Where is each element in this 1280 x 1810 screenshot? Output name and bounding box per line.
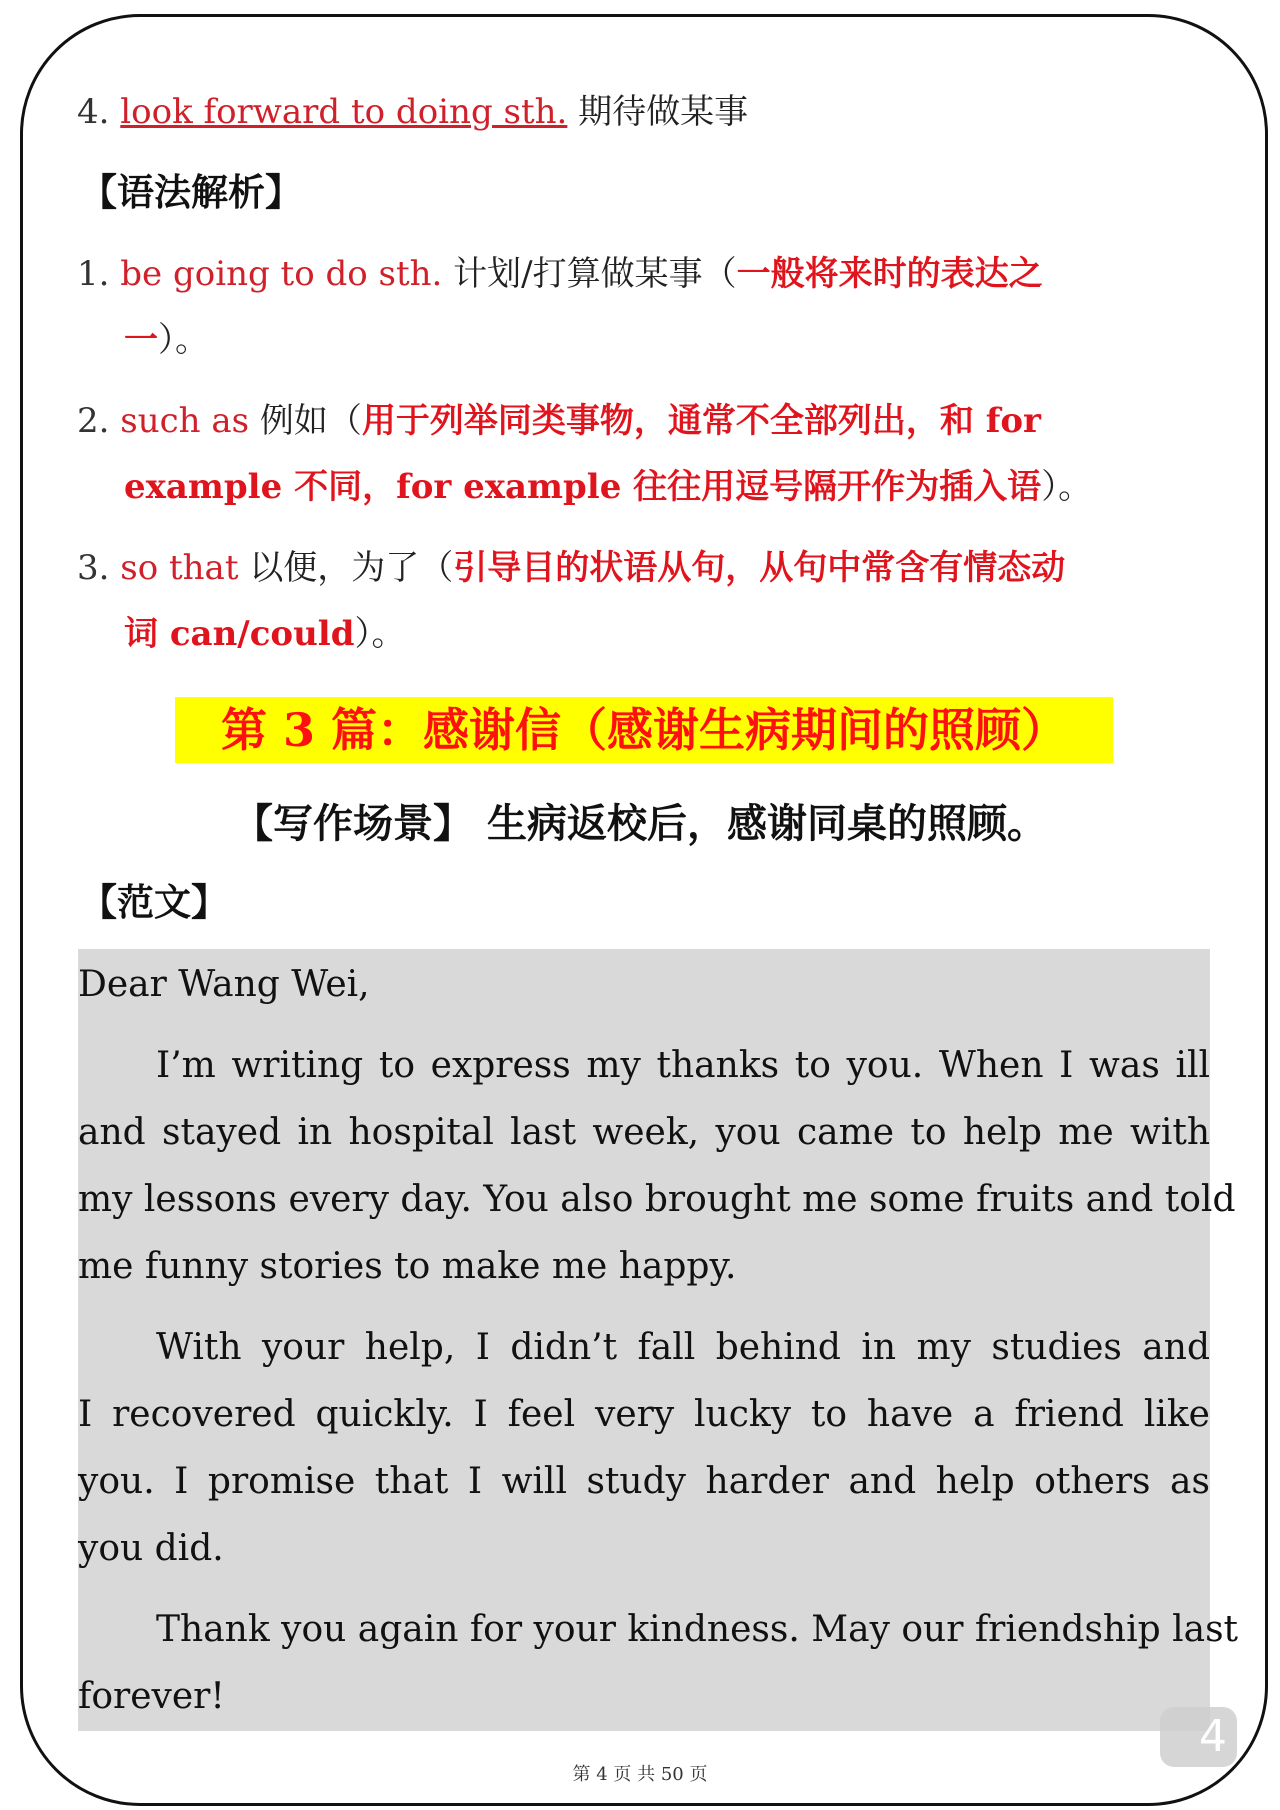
- essay-line: Thank you again for your kindness. May our friendship last: [156, 1609, 1239, 1650]
- article-title: 第 3 篇：感谢信（感谢生病期间的照顾）: [220, 703, 1068, 757]
- grammar-item-3-line-1: [77, 546, 1210, 590]
- phrase: be going to do sth.: [120, 254, 443, 294]
- page-footer: 第 4 页 共 50 页: [572, 1764, 708, 1785]
- grammar-item-3-line-2: [124, 612, 1210, 656]
- model-heading: 【范文】: [80, 880, 228, 924]
- note: 一般将来时的表达之: [736, 254, 1043, 294]
- item-number: 1.: [77, 254, 110, 294]
- phrase: such as: [120, 401, 250, 441]
- note: 词 can/could: [124, 614, 355, 654]
- item-number: 4.: [77, 92, 110, 132]
- note: 用于列举同类事物，通常不全部列出，和 for: [361, 401, 1041, 441]
- essay-line: I recovered quickly. I feel very lucky to have a friend like: [78, 1394, 1210, 1435]
- essay-line: you did.: [78, 1528, 224, 1569]
- note: 一: [124, 320, 158, 360]
- note: example 不同，for example 往往用逗号隔开作为插入语: [124, 467, 1042, 507]
- item-number: 3.: [77, 548, 110, 588]
- meaning: 以便，为了（: [249, 548, 454, 588]
- item-number: 2.: [77, 401, 110, 441]
- grammar-item-1-line-2: [124, 318, 1210, 362]
- note-close: ）。: [1041, 467, 1093, 507]
- note-close: ）。: [354, 614, 406, 654]
- grammar-item-1-line-1: [77, 252, 1210, 296]
- grammar-heading: 【语法解析】: [80, 170, 302, 214]
- essay-line: you. I promise that I will study harder and help others as: [78, 1461, 1210, 1502]
- writing-scene: 【写作场景】 生病返校后，感谢同桌的照顾。: [233, 800, 1047, 847]
- essay-line: I’m writing to express my thanks to you. When I was ill: [156, 1045, 1210, 1086]
- grammar-item-2-line-2: [124, 465, 1210, 509]
- phrase: look forward to doing sth.: [120, 92, 568, 132]
- meaning: 例如（: [259, 401, 362, 441]
- essay-line: forever!: [78, 1676, 225, 1717]
- phrase: so that: [120, 548, 239, 588]
- vocab-item: [77, 90, 1210, 134]
- note: 引导目的状语从句，从句中常含有情态动: [453, 548, 1066, 588]
- essay-greeting: Dear Wang Wei,: [78, 964, 370, 1005]
- essay-line: and stayed in hospital last week, you came to help me with: [78, 1112, 1210, 1153]
- essay-line: me funny stories to make me happy.: [78, 1246, 737, 1287]
- page-number-badge: 4: [1160, 1707, 1237, 1767]
- meaning: 计划/打算做某事（: [453, 254, 737, 294]
- essay-line: my lessons every day. You also brought me some fruits and told: [78, 1179, 1236, 1220]
- essay-line: With your help, I didn’t fall behind in my studies and: [156, 1327, 1210, 1368]
- grammar-item-2-line-1: [77, 399, 1210, 443]
- meaning: 期待做某事: [578, 92, 749, 132]
- note-close: ）。: [158, 320, 209, 360]
